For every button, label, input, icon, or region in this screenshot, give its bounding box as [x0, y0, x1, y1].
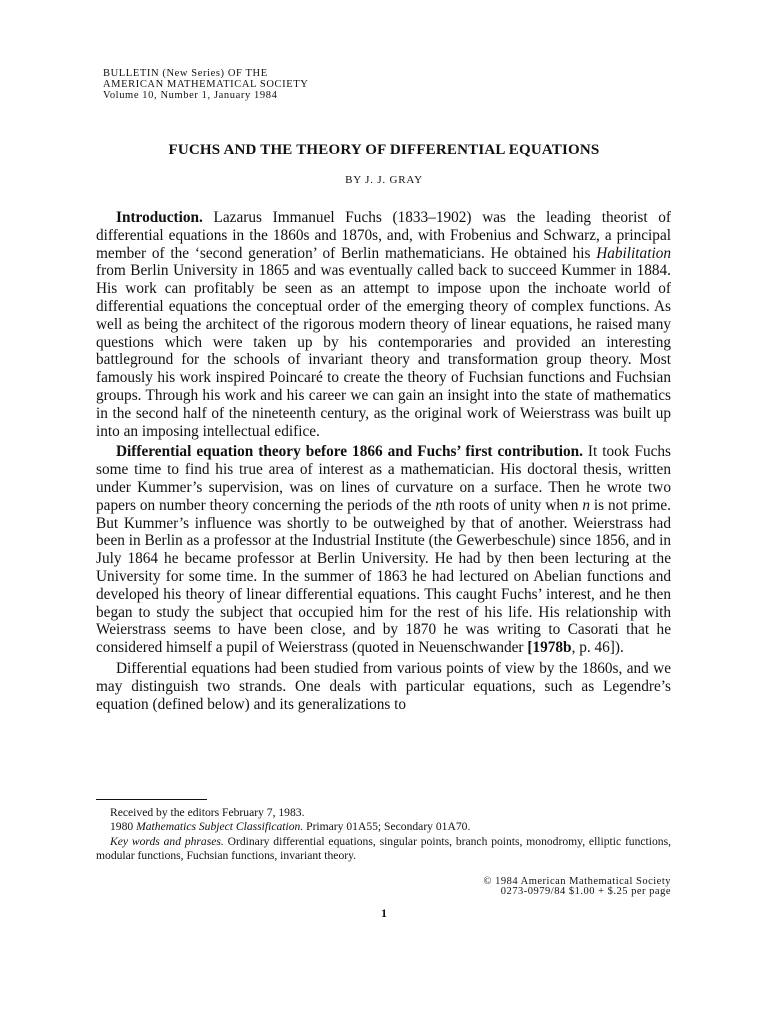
body-text: th roots of unity when	[442, 496, 583, 514]
received-note: Received by the editors February 7, 1983.	[110, 806, 305, 819]
body-text: , p. 46]).	[571, 639, 624, 657]
footnotes	[96, 806, 671, 864]
citation-reference: [1978b	[527, 639, 572, 657]
price-line: 0273-0979/84 $1.00 + $.25 per page	[500, 886, 671, 897]
page-number: 1	[381, 906, 387, 920]
body-text: is not prime. But Kummer’s influence was shortly to be outweighed by that of another. Weierstrass had been in Berlin as a professor at the Industrial Institute (the Gewerbeschule) since 1856, and in July 1864 he became professor at Berlin University. He had by then been lecturing at the University for some time. In the summer of 1863 he had lectured on Abelian functions and developed his theory of linear differential equations. This caught Fuchs’ interest, and he then began to study the subject that occupied him for the rest of his life. His relationship with Weierstrass seems to have been close, and by 1870 he was writing to Casorati that he considered himself a pupil of Weierstrass (quoted in Neuenschwander	[96, 496, 671, 657]
intro-paragraph	[96, 209, 671, 440]
section-paragraph	[96, 443, 671, 657]
italic-variable: n	[435, 496, 443, 514]
copyright-block	[483, 877, 671, 897]
msc-prefix: 1980	[110, 820, 137, 834]
continuation-paragraph: Differential equations had been studied from various points of view by the 1860s, and we may distinguish two strands. One deals with particular equations, such as Legendre’s equation (defined below) and its generalizations to	[96, 659, 671, 713]
journal-header	[103, 68, 308, 101]
article-author: BY J. J. GRAY	[345, 174, 423, 186]
footnote-rule	[96, 799, 207, 800]
journal-header-line: Volume 10, Number 1, January 1984	[103, 90, 278, 101]
msc-note	[96, 820, 671, 834]
article-body	[96, 209, 671, 716]
italic-variable: n	[582, 496, 591, 514]
body-text: Lazarus Immanuel Fuchs (1833–1902) was the leading theorist of differential equations in the 1860s and 1870s, and, with Frobenius and Schwarz, a principal member of the ‘second generation’ of Berlin mathematicians. He obtained his	[96, 209, 671, 262]
body-text: It took Fuchs some time to find his true area of interest as a mathematician. His doctoral thesis, written under Kummer’s supervision, was on lines of curvature on a surface. Then he wrote two papers on number theory concerning the periods of the	[96, 443, 671, 514]
body-text: from Berlin University in 1865 and was eventually called back to succeed Kummer in 1884. His work can profitably be seen as an attempt to impose upon the inchoate world of differential equations the conceptual order of the emerging theory of complex functions. As well as being the architect of the rigorous modern theory of linear equations, he raised many questions which were taken up by his contemporaries and provided an interesting battleground for the schools of invariant theory and transformation group theory. Most famously his work inspired Poincaré to create the theory of Fuchsian functions and Fuchsian groups. Through his work and his career we can gain an insight into the state of mathematics in the second half of the nineteenth century, as the original work of Weierstrass was built up into an imposing intellectual edifice.	[96, 262, 671, 440]
italic-term: Habilitation	[596, 244, 671, 262]
keywords-note	[96, 835, 671, 864]
article-title: FUCHS AND THE THEORY OF DIFFERENTIAL EQUATIONS	[168, 142, 600, 158]
section-heading: Differential equation theory before 1866 and Fuchs’ first contribution.	[116, 443, 583, 461]
msc-label: Mathematics Subject Classification.	[136, 820, 304, 834]
keywords-text: Ordinary differential equations, singular points, branch points, monodromy, elliptic functions, modular functions, Fuchsian functions, invariant theory.	[96, 834, 671, 863]
copyright-line: © 1984 American Mathematical Society	[483, 876, 671, 887]
keywords-label: Key words and phrases.	[110, 834, 224, 848]
msc-codes: Primary 01A55; Secondary 01A70.	[303, 820, 471, 834]
journal-header-line: AMERICAN MATHEMATICAL SOCIETY	[103, 79, 309, 90]
journal-header-line: BULLETIN (New Series) OF THE	[103, 68, 268, 79]
intro-heading: Introduction.	[116, 209, 203, 226]
